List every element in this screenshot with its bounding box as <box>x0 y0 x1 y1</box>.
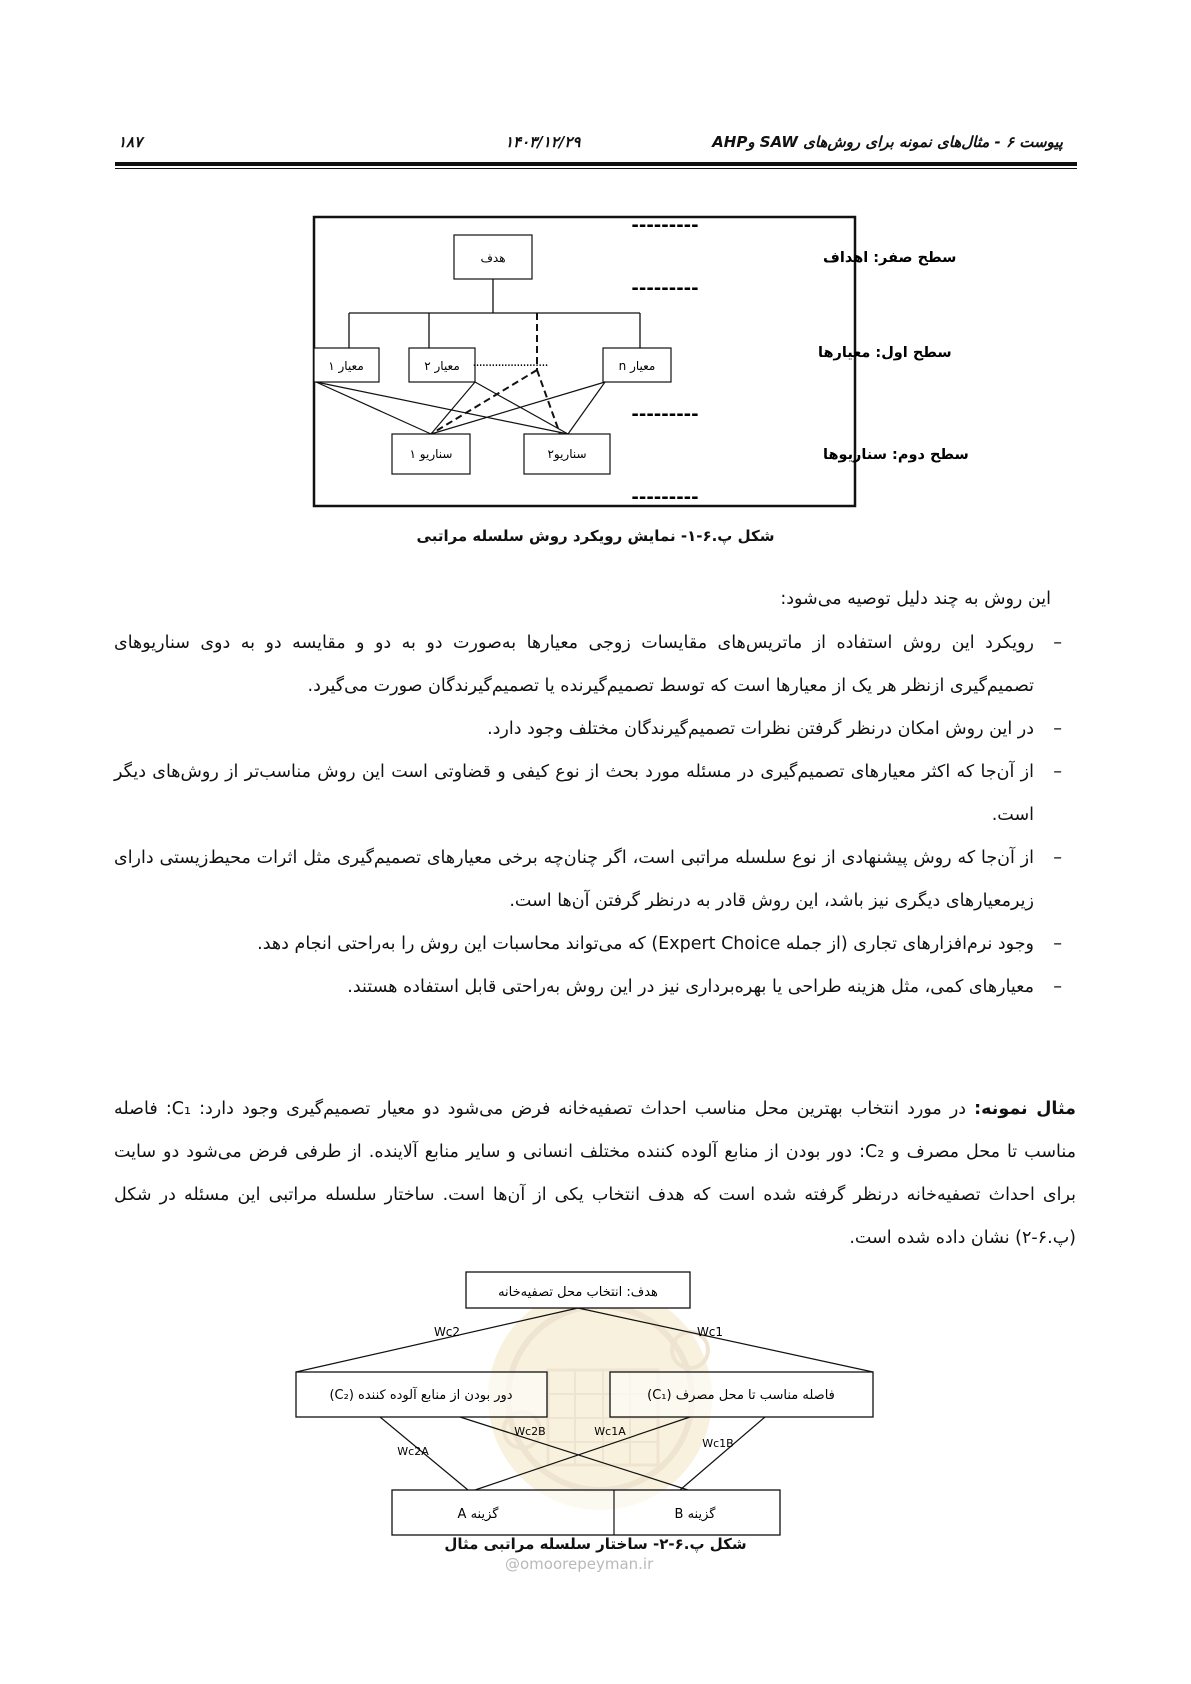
figure1-ahp-hierarchy <box>0 0 1191 560</box>
running-header-date: ۱۴۰۳/۱۲/۲۹ <box>505 133 581 151</box>
level-two-label: سطح دوم: سناریوها <box>823 447 969 463</box>
criterion-label-n: معیار n <box>618 359 656 373</box>
intro-paragraph: این روش به چند دلیل توصیه می‌شود: <box>780 589 1051 609</box>
level-separator: --------- <box>631 487 699 508</box>
criterion-label-1: معیار ۱ <box>328 359 364 373</box>
goal-label: هدف: انتخاب محل تصفیه‌خانه <box>498 1285 658 1300</box>
bullet-dash: – <box>1053 848 1062 868</box>
example-text: در مورد انتخاب بهترین محل مناسب احداث تصفیه‌خانه فرض می‌شود دو معیار تصمیم‌گیری وجود دارد: C₁: فاصله مناسب تا محل مصرف و C₂: دور بودن از منابع آلوده کننده مختلف انسانی و سایر منابع آلاینده. از طرفی فرض می‌شود دو سایت برای احداث تصفیه‌خانه درنظر گرفته شده است که هدف انتخاب یکی از آن‌ها است. ساختار سلسله مراتبی این مسئله در شکل (پ.۶-۲) نشان داده شده است. <box>114 1099 1076 1248</box>
list-item <box>114 966 1076 1009</box>
list-item-text: رویکرد این روش استفاده از ماتریس‌های مقایسات زوجی معیارها به‌صورت دو به دو و مقایسه دو به دوی سناریوهای تصمیم‌گیری ازنظر هر یک از معیارها است که توسط تصمیم‌گیرنده یا تصمیم‌گیرندگان صورت می‌گیرد. <box>114 633 1034 696</box>
running-header-title: پیوست ۶ - مثال‌های نمونه برای روش‌های SAW وAHP <box>712 133 1063 151</box>
bullet-dash: – <box>1053 719 1062 739</box>
option-a-label: گزینه A <box>457 1507 499 1522</box>
goal-label: هدف <box>480 251 506 265</box>
figure2-example-hierarchy <box>0 1255 1191 1540</box>
list-item-text: معیارهای کمی، مثل هزینه طراحی یا بهره‌برداری نیز در این روش به‌راحتی قابل استفاده هستند. <box>347 977 1034 997</box>
goal-to-criteria-connectors <box>349 279 640 348</box>
list-item <box>114 751 1076 837</box>
list-item <box>114 708 1076 751</box>
weight-wc1b: Wc1B <box>702 1437 734 1450</box>
list-item-text: در این روش امکان درنظر گرفتن نظرات تصمیم‌گیرندگان مختلف وجود دارد. <box>487 719 1034 739</box>
level-one-label: سطح اول: معیارها <box>818 345 952 361</box>
figure2-caption: شکل پ.۶-۲- ساختار سلسله مراتبی مثال <box>444 1535 747 1553</box>
options-box <box>392 1490 780 1535</box>
criterion-c1-label: فاصله مناسب تا محل مصرف (C₁) <box>647 1388 835 1403</box>
level-zero-label: سطح صفر: اهداف <box>823 250 957 266</box>
criteria-to-scenarios-connectors <box>316 382 605 434</box>
weight-wc2a: Wc2A <box>397 1445 429 1458</box>
figure1-caption: شکل پ.۶-۱- نمایش رویکرد روش سلسله مراتبی <box>416 527 775 545</box>
option-b-label: گزینه B <box>674 1507 716 1522</box>
list-item <box>114 923 1076 966</box>
watermark-text: @omoorepeyman.ir <box>505 1555 654 1573</box>
scenario-label-1: سناریو ۱ <box>409 447 453 461</box>
bullet-dash: – <box>1053 633 1062 653</box>
example-paragraph <box>114 1088 1076 1260</box>
reasons-list <box>114 622 1076 1009</box>
example-label: مثال نمونه: <box>974 1099 1076 1119</box>
criterion-c2-label: دور بودن از منابع آلوده کننده (C₂) <box>329 1388 513 1403</box>
list-item-text: از آن‌جا که روش پیشنهادی از نوع سلسله مراتبی است، اگر چنان‌چه برخی معیارهای تصمیم‌گیری مثل اثرات محیط‌زیستی دارای زیرمعیارهای دیگری نیز باشد، این روش قادر به درنظر گرفتن آن‌ها است. <box>114 848 1034 911</box>
list-item-text: از آن‌جا که اکثر معیارهای تصمیم‌گیری در مسئله مورد بحث از نوع کیفی و قضاوتی است این روش مناسب‌تر از روش‌های دیگر است. <box>114 762 1034 825</box>
page-number: ۱۸۷ <box>118 133 143 151</box>
criterion-label-2: معیار ۲ <box>424 359 460 373</box>
bullet-dash: – <box>1053 934 1062 954</box>
weight-wc1: Wc1 <box>696 1325 724 1339</box>
level-separator: --------- <box>631 215 699 236</box>
bullet-dash: – <box>1053 977 1062 997</box>
level-separator: --------- <box>631 278 699 299</box>
weight-wc2: Wc2 <box>433 1325 461 1339</box>
list-item <box>114 837 1076 923</box>
criteria-ellipsis: ........................ <box>472 355 548 370</box>
weight-wc1a: Wc1A <box>594 1425 626 1438</box>
level-separator: --------- <box>631 404 699 425</box>
list-item <box>114 622 1076 708</box>
weight-wc2b: Wc2B <box>514 1425 546 1438</box>
bullet-dash: – <box>1053 762 1062 782</box>
list-item-text: وجود نرم‌افزارهای تجاری (از جمله Expert Choice) که می‌تواند محاسبات این روش را به‌راحتی انجام دهد. <box>257 934 1034 954</box>
scenario-label-2: سناریو۲ <box>547 447 587 461</box>
